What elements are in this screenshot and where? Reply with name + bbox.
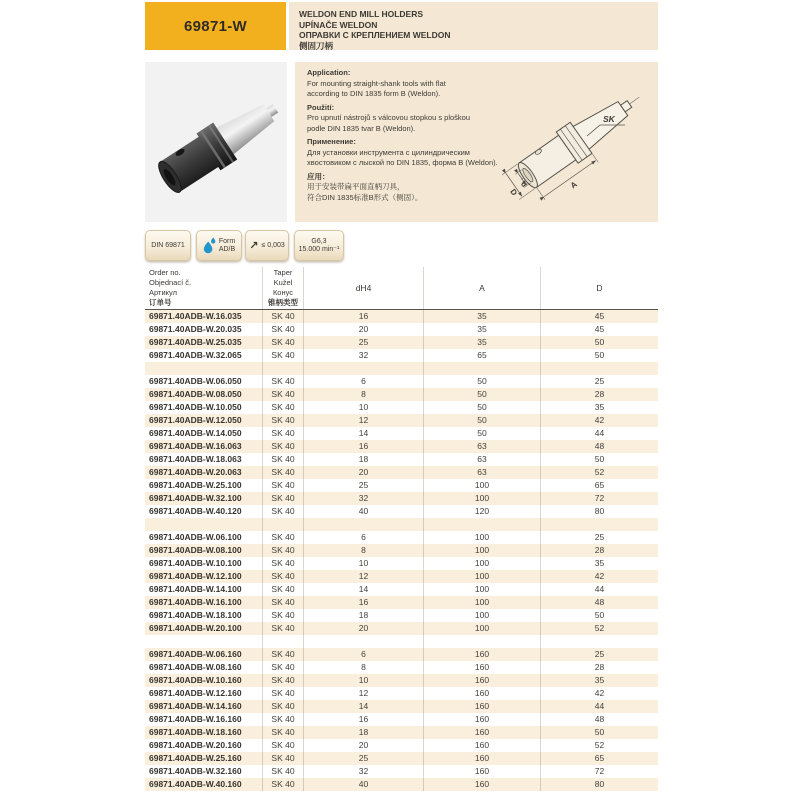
cell-dh4: 18 (303, 609, 423, 622)
table-body (145, 310, 658, 791)
product-title-box (289, 2, 658, 50)
col-header-taper: Taper Kužel Конус 锥柄类型 (262, 267, 303, 309)
cell-dh4 (303, 518, 423, 531)
cell-taper: SK 40 (262, 388, 303, 401)
badge-din-69871 (145, 230, 191, 261)
cell-taper: SK 40 (262, 414, 303, 427)
table-row (145, 713, 658, 726)
cell-taper: SK 40 (262, 453, 303, 466)
cell-dh4: 32 (303, 349, 423, 362)
cell-taper: SK 40 (262, 609, 303, 622)
tool-holder-drawing-graphic (483, 62, 658, 222)
table-row (145, 687, 658, 700)
cell-dh4: 18 (303, 453, 423, 466)
table-row (145, 700, 658, 713)
cell-a: 100 (423, 609, 540, 622)
application-section-line: Pro upnutí nástrojů s válcovou stopkou s ploškou (307, 113, 471, 122)
cell-a: 160 (423, 739, 540, 752)
badge-coolant-label: Form AD/B (218, 237, 236, 253)
cell-taper: SK 40 (262, 661, 303, 674)
cell-a: 100 (423, 479, 540, 492)
table-row (145, 570, 658, 583)
cell-d: 35 (540, 674, 658, 687)
cell-d: 52 (540, 622, 658, 635)
application-section-label: Application: (307, 68, 351, 77)
application-section-line: 符合DIN 1835标准B形式（侧固）。 (307, 192, 423, 202)
cell-order-no: 69871.40ADB-W.06.100 (149, 532, 242, 542)
cell-a: 50 (423, 388, 540, 401)
cell-order-no: 69871.40ADB-W.06.050 (149, 376, 242, 386)
table-row (145, 557, 658, 570)
cell-dh4: 25 (303, 479, 423, 492)
application-section-label: 应用： (307, 171, 330, 181)
cell-d: 42 (540, 687, 658, 700)
cell-a: 50 (423, 401, 540, 414)
cell-a: 160 (423, 700, 540, 713)
cell-dh4: 10 (303, 401, 423, 414)
application-section-line: podle DIN 1835 tvar B (Weldon). (307, 123, 416, 133)
cell-d: 25 (540, 375, 658, 388)
product-table (145, 267, 658, 791)
table-row (145, 778, 658, 791)
cell-order-no: 69871.40ADB-W.14.050 (149, 428, 242, 438)
cell-taper: SK 40 (262, 557, 303, 570)
badge-runout-value: ≤ 0,003 (261, 242, 285, 249)
cell-a: 160 (423, 648, 540, 661)
cell-order-no: 69871.40ADB-W.18.160 (149, 727, 242, 737)
droplet-icon (203, 237, 216, 254)
table-row (145, 375, 658, 388)
cell-dh4: 40 (303, 505, 423, 518)
cell-dh4: 20 (303, 323, 423, 336)
cell-d: 25 (540, 531, 658, 544)
cell-d: 48 (540, 713, 658, 726)
cell-order-no: 69871.40ADB-W.18.063 (149, 454, 242, 464)
col-header-dh4: dH4 (303, 267, 423, 309)
cell-order-no: 69871.40ADB-W.40.120 (149, 506, 242, 516)
cell-order-no: 69871.40ADB-W.20.035 (149, 324, 242, 334)
cell-d: 35 (540, 401, 658, 414)
cell-order-no: 69871.40ADB-W.40.160 (149, 779, 242, 789)
cell-taper: SK 40 (262, 427, 303, 440)
cell-a: 50 (423, 375, 540, 388)
cell-order-no: 69871.40ADB-W.10.100 (149, 558, 242, 568)
product-code-box (145, 2, 286, 50)
cell-d (540, 518, 658, 531)
cell-d: 28 (540, 388, 658, 401)
cell-d: 50 (540, 609, 658, 622)
cell-order-no (145, 362, 262, 375)
table-row (145, 349, 658, 362)
cell-order-no: 69871.40ADB-W.16.160 (149, 714, 242, 724)
table-row (145, 323, 658, 336)
cell-taper: SK 40 (262, 726, 303, 739)
cell-a: 120 (423, 505, 540, 518)
badge-balancing (294, 230, 344, 261)
cell-order-no: 69871.40ADB-W.25.100 (149, 480, 242, 490)
table-row (145, 544, 658, 557)
table-spacer-row (145, 635, 658, 648)
cell-dh4: 16 (303, 310, 423, 323)
application-section-label: Применение: (307, 137, 356, 146)
cell-dh4: 32 (303, 492, 423, 505)
cell-dh4: 20 (303, 466, 423, 479)
cell-taper: SK 40 (262, 622, 303, 635)
cell-dh4: 32 (303, 765, 423, 778)
cell-dh4: 8 (303, 388, 423, 401)
cell-d: 45 (540, 310, 658, 323)
cell-taper: SK 40 (262, 765, 303, 778)
cell-taper: SK 40 (262, 336, 303, 349)
cell-d: 72 (540, 765, 658, 778)
cell-a: 35 (423, 336, 540, 349)
cell-a: 160 (423, 778, 540, 791)
cell-taper (262, 362, 303, 375)
cell-d: 35 (540, 557, 658, 570)
cell-a: 50 (423, 427, 540, 440)
cell-d: 50 (540, 349, 658, 362)
cell-d: 52 (540, 739, 658, 752)
cell-a: 100 (423, 596, 540, 609)
cell-order-no: 69871.40ADB-W.20.160 (149, 740, 242, 750)
cell-taper: SK 40 (262, 687, 303, 700)
cell-d: 52 (540, 466, 658, 479)
table-row (145, 492, 658, 505)
cell-dh4: 12 (303, 414, 423, 427)
table-row (145, 505, 658, 518)
table-row (145, 401, 658, 414)
cell-d (540, 635, 658, 648)
badge-runout (245, 230, 289, 261)
cell-taper: SK 40 (262, 700, 303, 713)
cell-dh4: 6 (303, 531, 423, 544)
table-row (145, 739, 658, 752)
cell-order-no: 69871.40ADB-W.32.065 (149, 350, 242, 360)
cell-dh4: 16 (303, 596, 423, 609)
cell-order-no: 69871.40ADB-W.06.160 (149, 649, 242, 659)
cell-d: 50 (540, 726, 658, 739)
cell-taper: SK 40 (262, 466, 303, 479)
cell-a (423, 635, 540, 648)
cell-a: 100 (423, 544, 540, 557)
table-row (145, 752, 658, 765)
cell-dh4: 25 (303, 752, 423, 765)
cell-a: 35 (423, 310, 540, 323)
cell-d: 48 (540, 440, 658, 453)
cell-order-no (145, 518, 262, 531)
cell-order-no: 69871.40ADB-W.14.160 (149, 701, 242, 711)
cell-dh4: 14 (303, 427, 423, 440)
cell-d: 50 (540, 453, 658, 466)
title-zh: 侧固刀柄 (299, 40, 334, 51)
col-header-a: A (423, 267, 540, 309)
table-row (145, 609, 658, 622)
table-row (145, 765, 658, 778)
cell-taper (262, 518, 303, 531)
arrow-up-right-icon: ↗ (249, 239, 259, 252)
cell-d (540, 362, 658, 375)
cell-dh4 (303, 362, 423, 375)
cell-a: 100 (423, 583, 540, 596)
application-section-label: Použití: (307, 102, 335, 112)
cell-a (423, 362, 540, 375)
application-section-line: хвостовиком с лыской по DIN 1835, форма B (Weldon). (307, 158, 498, 167)
cell-dh4: 6 (303, 648, 423, 661)
cell-a: 63 (423, 453, 540, 466)
cell-dh4: 40 (303, 778, 423, 791)
cell-order-no: 69871.40ADB-W.14.100 (149, 584, 242, 594)
table-row (145, 531, 658, 544)
cell-d: 44 (540, 427, 658, 440)
cell-a: 160 (423, 674, 540, 687)
cell-order-no: 69871.40ADB-W.18.100 (149, 610, 242, 620)
cell-taper: SK 40 (262, 479, 303, 492)
product-code: 69871-W (184, 17, 247, 35)
cell-taper: SK 40 (262, 375, 303, 388)
cell-taper: SK 40 (262, 739, 303, 752)
cell-a: 160 (423, 726, 540, 739)
cell-d: 65 (540, 752, 658, 765)
title-en: WELDON END MILL HOLDERS (299, 9, 424, 19)
cell-order-no: 69871.40ADB-W.10.160 (149, 675, 242, 685)
table-row (145, 726, 658, 739)
cell-a: 50 (423, 414, 540, 427)
cell-order-no (145, 635, 262, 648)
table-row (145, 648, 658, 661)
dim-label-d: d (518, 179, 529, 189)
cell-order-no: 69871.40ADB-W.08.050 (149, 389, 242, 399)
cell-order-no: 69871.40ADB-W.12.100 (149, 571, 242, 581)
badge-coolant-form (196, 230, 242, 261)
cell-dh4: 20 (303, 622, 423, 635)
cell-order-no: 69871.40ADB-W.25.160 (149, 753, 242, 763)
cell-d: 28 (540, 544, 658, 557)
cell-a: 100 (423, 531, 540, 544)
table-row (145, 583, 658, 596)
cell-d: 42 (540, 570, 658, 583)
table-row (145, 453, 658, 466)
cell-a (423, 518, 540, 531)
cell-order-no: 69871.40ADB-W.08.160 (149, 662, 242, 672)
title-cs: UPÍNAČE WELDON (299, 19, 378, 30)
cell-a: 160 (423, 752, 540, 765)
cell-taper: SK 40 (262, 323, 303, 336)
cell-order-no: 69871.40ADB-W.12.160 (149, 688, 242, 698)
cell-dh4: 20 (303, 739, 423, 752)
taper-label-SK: SK (603, 114, 615, 124)
cell-order-no: 69871.40ADB-W.08.100 (149, 545, 242, 555)
cell-d: 80 (540, 505, 658, 518)
technical-drawing (483, 62, 658, 222)
col-header-d: D (540, 267, 658, 309)
cell-taper: SK 40 (262, 544, 303, 557)
cell-taper: SK 40 (262, 492, 303, 505)
cell-d: 42 (540, 414, 658, 427)
application-panel (295, 62, 658, 222)
cell-a: 100 (423, 570, 540, 583)
cell-taper: SK 40 (262, 674, 303, 687)
cell-a: 160 (423, 713, 540, 726)
cell-a: 63 (423, 440, 540, 453)
cell-order-no: 69871.40ADB-W.10.050 (149, 402, 242, 412)
cell-taper: SK 40 (262, 570, 303, 583)
table-spacer-row (145, 362, 658, 375)
cell-d: 48 (540, 596, 658, 609)
cell-order-no: 69871.40ADB-W.20.063 (149, 467, 242, 477)
table-row (145, 622, 658, 635)
cell-dh4: 16 (303, 440, 423, 453)
cell-taper: SK 40 (262, 401, 303, 414)
table-spacer-row (145, 518, 658, 531)
cell-taper: SK 40 (262, 778, 303, 791)
cell-d: 50 (540, 336, 658, 349)
cell-order-no: 69871.40ADB-W.32.160 (149, 766, 242, 776)
table-row (145, 661, 658, 674)
table-row (145, 310, 658, 323)
cell-taper: SK 40 (262, 596, 303, 609)
cell-order-no: 69871.40ADB-W.16.063 (149, 441, 242, 451)
cell-taper: SK 40 (262, 310, 303, 323)
cell-a: 160 (423, 661, 540, 674)
table-header (145, 267, 658, 310)
cell-taper (262, 635, 303, 648)
cell-dh4 (303, 635, 423, 648)
table-row (145, 596, 658, 609)
cell-dh4: 8 (303, 544, 423, 557)
cell-taper: SK 40 (262, 583, 303, 596)
product-photo (145, 62, 287, 222)
col-header-order: Order no. Objednací č. Артикул 订单号 (149, 268, 192, 307)
badge-din-label: DIN 69871 (151, 242, 185, 249)
table-row (145, 388, 658, 401)
cell-a: 100 (423, 622, 540, 635)
cell-taper: SK 40 (262, 713, 303, 726)
cell-dh4: 14 (303, 700, 423, 713)
cell-order-no: 69871.40ADB-W.25.035 (149, 337, 242, 347)
cell-dh4: 18 (303, 726, 423, 739)
cell-d: 80 (540, 778, 658, 791)
application-section-line: Для установки инструмента с цилиндрическим (307, 147, 470, 157)
cell-dh4: 25 (303, 336, 423, 349)
cell-a: 160 (423, 687, 540, 700)
cell-taper: SK 40 (262, 531, 303, 544)
cell-a: 100 (423, 492, 540, 505)
cell-order-no: 69871.40ADB-W.20.100 (149, 623, 242, 633)
table-row (145, 674, 658, 687)
cell-taper: SK 40 (262, 505, 303, 518)
cell-taper: SK 40 (262, 440, 303, 453)
cell-order-no: 69871.40ADB-W.12.050 (149, 415, 242, 425)
cell-order-no: 69871.40ADB-W.32.100 (149, 493, 242, 503)
title-ru: ОПРАВКИ С КРЕПЛЕНИЕМ WELDON (299, 30, 451, 40)
table-row (145, 336, 658, 349)
cell-a: 65 (423, 349, 540, 362)
table-row (145, 414, 658, 427)
cell-d: 45 (540, 323, 658, 336)
cell-order-no: 69871.40ADB-W.16.100 (149, 597, 242, 607)
application-section-line: For mounting straight-shank tools with flat (307, 78, 446, 88)
table-row (145, 440, 658, 453)
table-row (145, 427, 658, 440)
cell-taper: SK 40 (262, 752, 303, 765)
dim-label-D: D (508, 187, 519, 198)
cell-dh4: 6 (303, 375, 423, 388)
cell-dh4: 12 (303, 687, 423, 700)
cell-taper: SK 40 (262, 349, 303, 362)
cell-a: 35 (423, 323, 540, 336)
badge-balancing-label: G6,3 15.000 min⁻¹ (298, 237, 340, 253)
table-row (145, 466, 658, 479)
application-section-line: according to DIN 1835 form B (Weldon). (307, 89, 441, 98)
cell-order-no: 69871.40ADB-W.16.035 (149, 311, 242, 321)
dim-label-A: A (568, 179, 579, 191)
cell-a: 63 (423, 466, 540, 479)
cell-d: 28 (540, 661, 658, 674)
cell-a: 160 (423, 765, 540, 778)
application-section-line: 用于安装带扁平面直柄刀具， (307, 182, 405, 191)
table-row (145, 479, 658, 492)
cell-dh4: 8 (303, 661, 423, 674)
cell-taper: SK 40 (262, 648, 303, 661)
cell-d: 25 (540, 648, 658, 661)
cell-dh4: 10 (303, 557, 423, 570)
cell-d: 72 (540, 492, 658, 505)
cell-a: 100 (423, 557, 540, 570)
cell-d: 44 (540, 583, 658, 596)
tool-holder-photo-graphic (145, 62, 287, 222)
cell-d: 65 (540, 479, 658, 492)
cell-d: 44 (540, 700, 658, 713)
cell-dh4: 12 (303, 570, 423, 583)
cell-dh4: 16 (303, 713, 423, 726)
cell-dh4: 10 (303, 674, 423, 687)
cell-dh4: 14 (303, 583, 423, 596)
